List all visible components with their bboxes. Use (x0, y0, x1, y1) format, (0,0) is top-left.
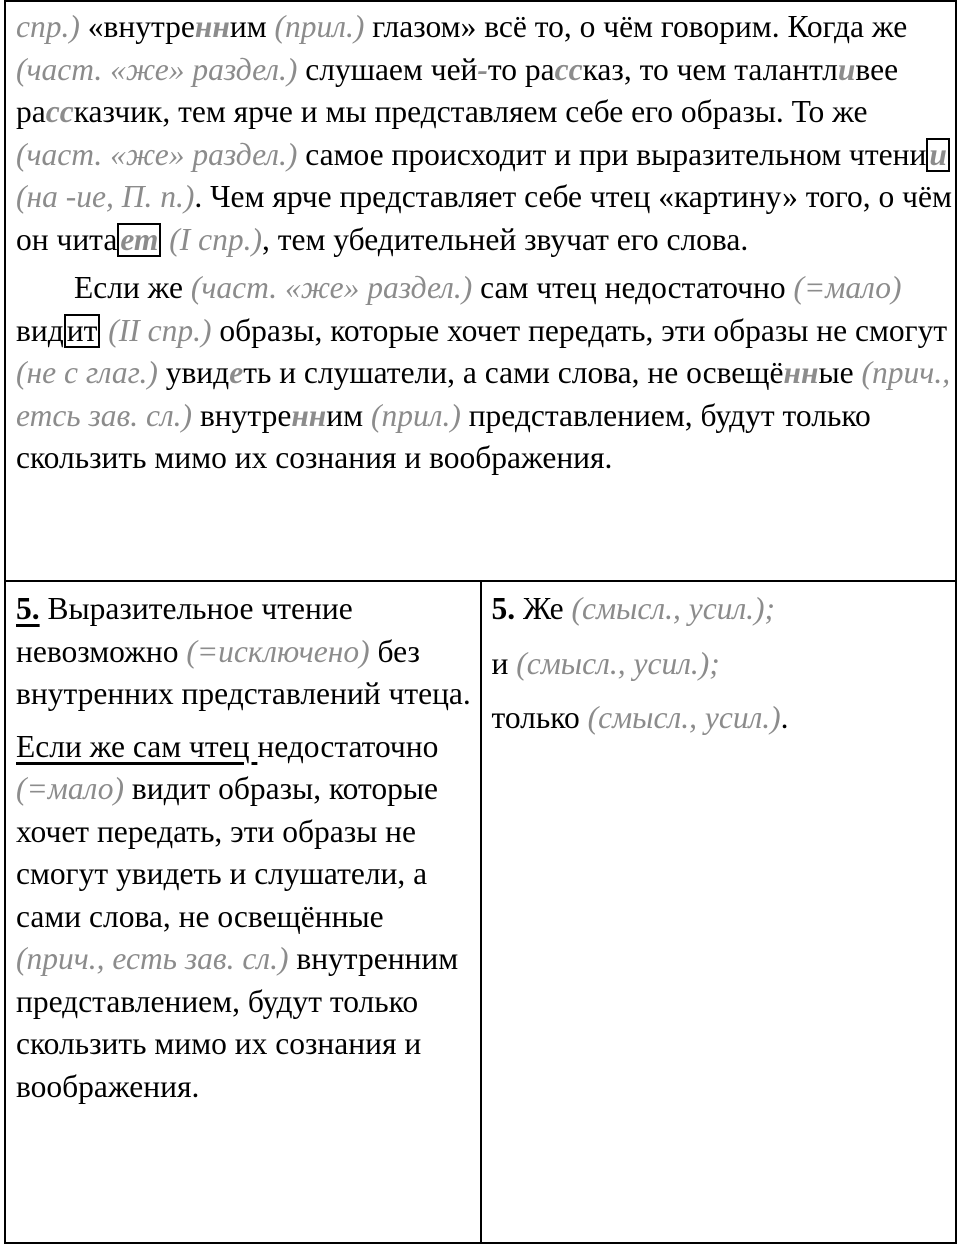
task-number: 5. (491, 591, 516, 626)
text: . Чем ярче представляет себе чтец «картину» того, о чём он чита (16, 179, 952, 257)
note: (=мало) (793, 270, 902, 305)
text: ые (818, 355, 862, 390)
text: слушаем чей (297, 51, 478, 87)
note: (прич., есть зав. сл.) (16, 941, 289, 976)
text: вее ра (16, 51, 899, 129)
text: ть и слушатели, а сами слова, не освещё (243, 355, 784, 390)
text: Же (515, 591, 572, 626)
text: недостаточно (257, 728, 439, 764)
highlight-letters: е (229, 355, 244, 390)
text: им (229, 9, 275, 44)
note: (прил.) (370, 397, 461, 433)
text: «внутре (79, 9, 195, 44)
paragraph-2 (6, 261, 955, 480)
left-answer-cell (5, 581, 481, 1243)
text: Выразительное чтение (39, 591, 353, 626)
note: (смысл., усил.) (587, 700, 781, 735)
text: видит образы, которые хочет передать, эти образы не смогут увидеть и слушатели, а сами слова, не освещённые (16, 771, 438, 934)
text: каз, то чем талантл (582, 51, 838, 87)
text: Если же (74, 270, 191, 305)
text: внутре (192, 397, 292, 433)
task-number: 5. (16, 591, 40, 626)
ending-box: и (926, 138, 950, 172)
text: только (491, 700, 588, 735)
highlight-letters: сс (45, 94, 74, 129)
paragraph-1 (6, 2, 955, 261)
text: образы, которые хочет передать, эти образы не смогут (211, 312, 948, 348)
note: (I спр.) (169, 221, 262, 257)
note: (смысл., усил.); (516, 645, 720, 681)
left-paragraph-1 (16, 588, 472, 716)
note: (смысл., усил.); (571, 591, 776, 626)
text: то ра (487, 51, 555, 87)
text-analysis-cell (5, 1, 956, 581)
highlight-letters: нн (783, 355, 819, 390)
ending-box: ит (64, 314, 101, 348)
highlight-letters: нн (194, 9, 230, 44)
text: глазом» всё то, о чём говорим. Когда же (364, 9, 908, 44)
highlight-letters: нн (291, 397, 327, 433)
text: представлением, будут только скользить мимо их сознания и воображения. (16, 397, 871, 475)
right-answer-cell (481, 581, 957, 1243)
text: , тем убедительней звучат его слова. (261, 221, 749, 257)
text: . (780, 700, 789, 735)
note: (не с глаг.) (16, 355, 158, 390)
text: сам чтец недостаточно (472, 270, 794, 305)
note: (част. «же» раздел.) (16, 136, 298, 172)
note: (част. «же» раздел.) (16, 51, 298, 87)
note: (=мало) (16, 771, 124, 806)
right-line-2 (492, 643, 948, 686)
text: и (491, 645, 517, 681)
note: (на -ие, П. п.) (16, 179, 195, 214)
text: невозможно (16, 633, 179, 669)
note: спр.) (16, 9, 80, 44)
ending-box: ет (117, 223, 161, 257)
text: самое происходит и при выразительном чтени (297, 136, 927, 172)
note: (II спр.) (108, 312, 212, 348)
text: без внутренних представлений чтеца. (16, 633, 471, 711)
note: (прич., етсь зав. сл.) (16, 355, 951, 433)
text: казчик, тем ярче и мы представляем себе его образы. То же (73, 94, 868, 129)
right-line-1 (492, 588, 948, 631)
text: внутренним представлением, будут только скользить мимо их сознания и воображения. (16, 941, 459, 1104)
note: (част. «же» раздел.) (190, 270, 473, 305)
highlight-hyphen: - (477, 51, 488, 87)
note: (=исключено) (186, 633, 370, 669)
highlight-letters: сс (554, 51, 583, 87)
right-line-3 (492, 697, 948, 740)
note: (прил.) (274, 9, 365, 44)
text: вид (16, 312, 64, 348)
highlight-letters: и (837, 51, 856, 87)
left-paragraph-2 (16, 726, 472, 1109)
text: им (326, 397, 371, 433)
text: Если же сам чтец (16, 728, 258, 764)
answer-table (4, 0, 957, 1244)
text: увид (157, 355, 230, 390)
worksheet-page (4, 0, 957, 1240)
